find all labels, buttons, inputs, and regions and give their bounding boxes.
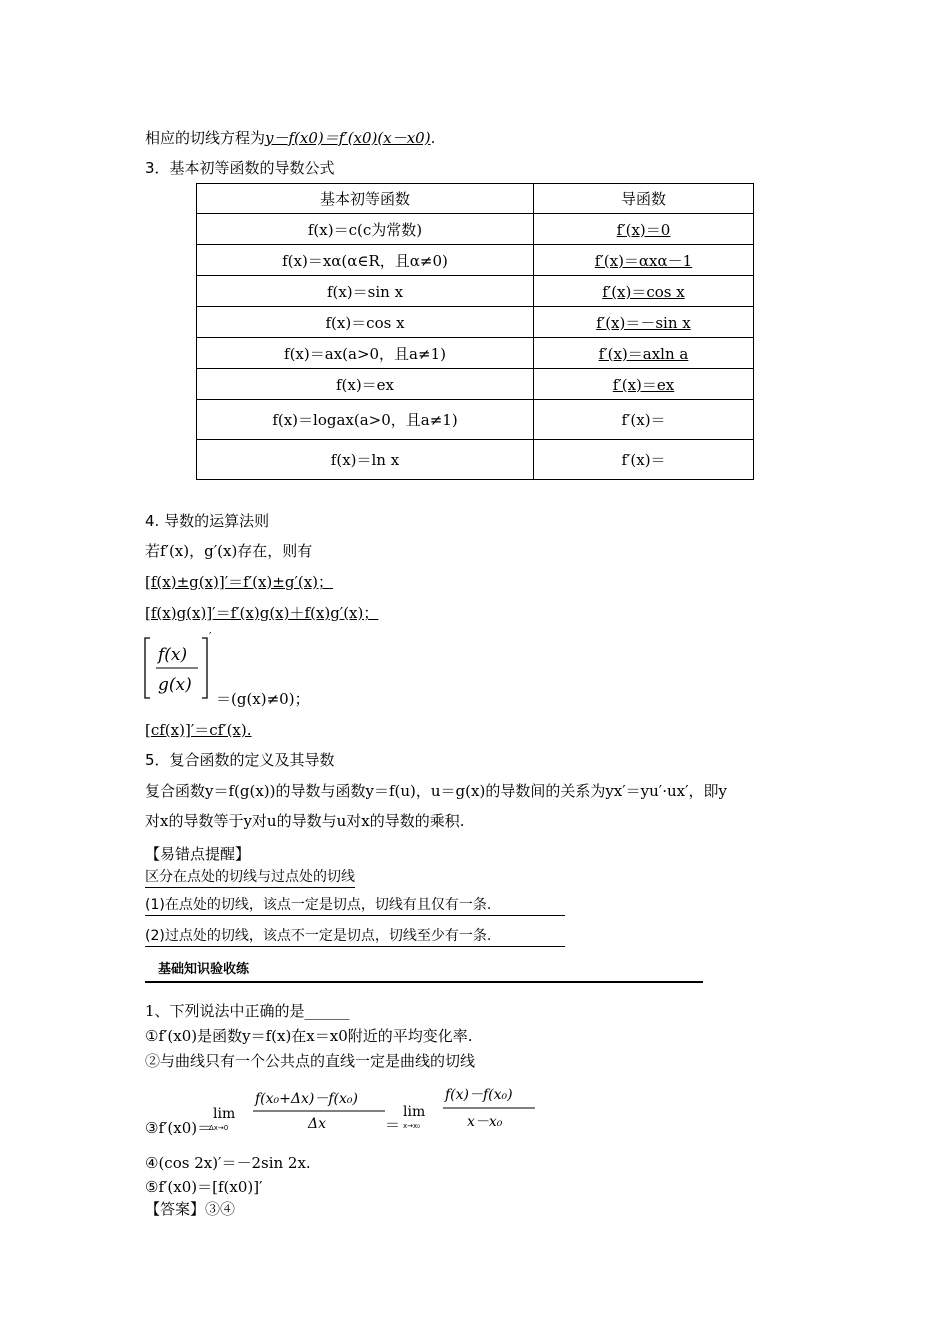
table-cell-func: f(x)＝logax(a>0，且a≠1): [197, 400, 534, 440]
table-row: [197, 400, 754, 440]
tips-item-1: (1)在点处的切线，该点一定是切点，切线有且仅有一条.: [145, 894, 565, 916]
table-row: [197, 214, 754, 245]
table-header-deriv: 导函数: [534, 184, 754, 214]
svg-text:f(x): f(x): [158, 645, 188, 665]
svg-text:Δx: Δx: [308, 1116, 327, 1132]
tips-subtitle: 区分在点处的切线与过点处的切线: [145, 866, 355, 888]
svg-text:x－x₀: x－x₀: [467, 1114, 503, 1130]
practice-option-5: ⑤f′(x0)＝[f(x0)]′: [145, 1178, 263, 1196]
tips-header: 【易错点提醒】: [145, 845, 251, 863]
table-cell-func: f(x)＝ax(a>0，且a≠1): [197, 338, 534, 369]
section4-title: 4. 导数的运算法则: [145, 512, 270, 530]
table-cell-func: f(x)＝sin x: [197, 276, 534, 307]
table-cell-func: f(x)＝ln x: [197, 440, 534, 480]
svg-text:Δx→0: Δx→0: [209, 1124, 229, 1132]
practice-option-4: ④(cos 2x)′＝－2sin 2x.: [145, 1154, 311, 1172]
svg-text:f(x)－f(x₀): f(x)－f(x₀): [445, 1087, 513, 1103]
table-cell-func: f(x)＝xα(α∈R，且α≠0): [197, 245, 534, 276]
limit-formula-graphic: [205, 1080, 550, 1144]
practice-option-3: ③f′(x0)＝: [145, 1119, 213, 1137]
table-row: [197, 276, 754, 307]
deriv-value: f′(x)＝ex: [612, 375, 675, 394]
table-cell-deriv: f′(x)＝: [534, 440, 754, 480]
deriv-value: f′(x)＝αxα－1: [594, 251, 693, 270]
tips-item-2: (2)过点处的切线，该点不一定是切点，切线至少有一条.: [145, 925, 565, 947]
table-header-func: 基本初等函数: [197, 184, 534, 214]
table-cell-deriv: [534, 276, 754, 307]
deriv-value: f′(x)＝axln a: [598, 344, 689, 363]
tangent-suffix: .: [430, 129, 436, 147]
rule-quotient-tail: ＝(g(x)≠0)；: [216, 690, 310, 708]
table-cell-func: f(x)＝cos x: [197, 307, 534, 338]
deriv-value: f′(x)＝cos x: [602, 282, 685, 301]
table-cell-deriv: [534, 338, 754, 369]
section3-title: 3．基本初等函数的导数公式: [145, 159, 335, 177]
rule-product: [f(x)g(x)]′＝f′(x)g(x)＋f(x)g′(x)；: [145, 604, 379, 622]
svg-text:f(x₀+Δx)－f(x₀): f(x₀+Δx)－f(x₀): [255, 1091, 358, 1107]
svg-text:g(x): g(x): [158, 675, 192, 695]
deriv-value: f′(x)＝0: [616, 220, 671, 239]
table-row: [197, 307, 754, 338]
practice-option-2: ②与曲线只有一个公共点的直线一定是曲线的切线: [145, 1052, 476, 1070]
table-cell-deriv: [534, 369, 754, 400]
quotient-bracket-graphic: [140, 632, 220, 704]
tangent-equation: y－f(x0)＝f′(x0)(x－x0): [265, 129, 431, 147]
table-cell-func: f(x)＝ex: [197, 369, 534, 400]
svg-text:＝: ＝: [385, 1116, 401, 1134]
section5-line2: 对x的导数等于y对u的导数与u对x的导数的乘积.: [145, 812, 465, 830]
section4-intro: 若f′(x)，g′(x)存在，则有: [145, 542, 313, 560]
rule-const: [cf(x)]′＝cf′(x).: [145, 721, 252, 739]
table-row: [197, 440, 754, 480]
table-header-row: [197, 184, 754, 214]
section5-title: 5．复合函数的定义及其导数: [145, 751, 335, 769]
table-cell-deriv: [534, 245, 754, 276]
practice-question: 1、下列说法中正确的是______: [145, 1002, 350, 1020]
tangent-prefix: 相应的切线方程为: [145, 129, 266, 147]
derivative-table: [196, 183, 754, 480]
practice-banner: 基础知识验收练: [158, 962, 250, 977]
deriv-value: f′(x)＝－sin x: [596, 313, 691, 332]
svg-text:′: ′: [209, 632, 212, 643]
svg-text:lim: lim: [213, 1106, 236, 1122]
svg-text:x→x₀: x→x₀: [403, 1122, 420, 1130]
practice-answer: 【答案】③④: [145, 1200, 236, 1218]
svg-text:lim: lim: [403, 1104, 426, 1120]
table-cell-deriv: [534, 214, 754, 245]
practice-divider: [145, 981, 703, 983]
table-row: [197, 245, 754, 276]
tangent-line-text: [145, 127, 435, 148]
rule-sum: [f(x)±g(x)]′＝f′(x)±g′(x)；: [145, 573, 334, 591]
table-row: [197, 338, 754, 369]
table-row: [197, 369, 754, 400]
section5-line1: 复合函数y＝f(g(x))的导数与函数y＝f(u)，u＝g(x)的导数间的关系为yx′＝yu′·ux′，即y: [145, 782, 727, 800]
practice-option-1: ①f′(x0)是函数y＝f(x)在x＝x0附近的平均变化率.: [145, 1027, 473, 1045]
table-cell-func: f(x)＝c(c为常数): [197, 214, 534, 245]
table-cell-deriv: f′(x)＝: [534, 400, 754, 440]
table-cell-deriv: [534, 307, 754, 338]
